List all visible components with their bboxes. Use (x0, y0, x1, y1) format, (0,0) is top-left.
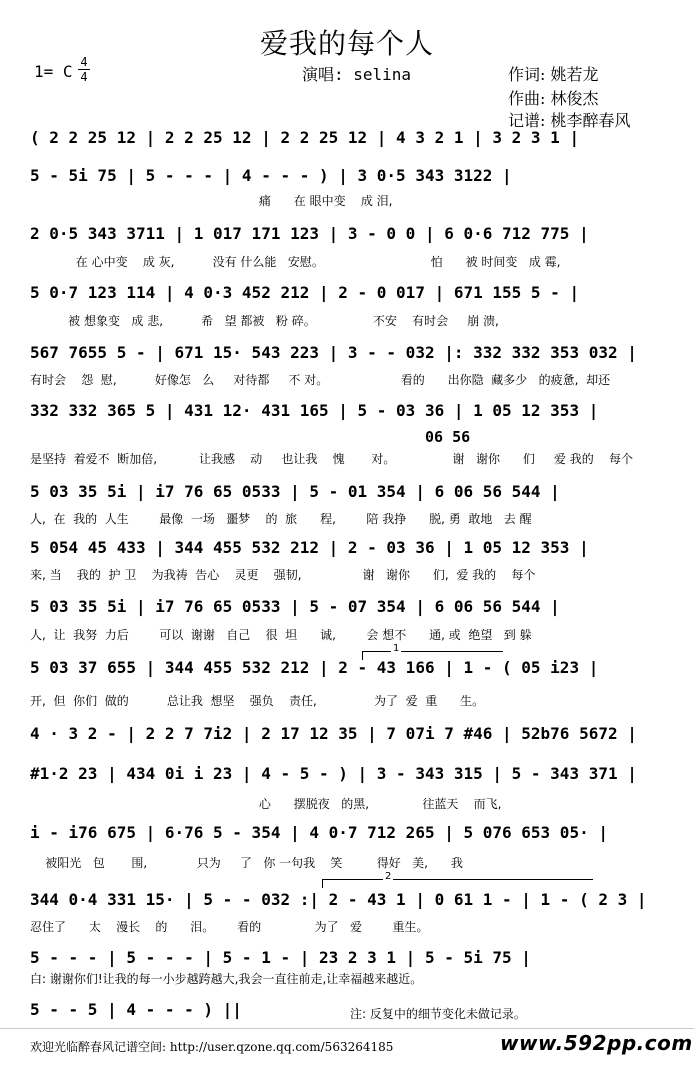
notation-line: 344 0·4 331 15· | 5 - - 032 :| 2 - 43 1 | 0 61 1 - | 1 - ( 2 3 | (30, 890, 647, 909)
notation-line: 5 03 35 5i | i7 76 65 0533 | 5 - 01 354 | 6 06 56 544 | (30, 482, 560, 501)
lyric-line: 白: 谢谢你们!让我的每一小步越跨越大,我会一直往前走,让幸福越来越近。 (30, 972, 423, 986)
notation-line: 5 - - - | 5 - - - | 5 - 1 - | 23 2 3 1 | 5 - 5i 75 | (30, 948, 531, 967)
notation-line: 5 03 37 655 | 344 455 532 212 | 2 - 43 166 | 1 - ( 05 i23 | (30, 658, 599, 677)
alternate-notes: 06 56 (425, 428, 471, 446)
lyric-line: 人, 让 我努 力后 可以 谢谢 自己 很 坦 诚, 会 想不 通, 或 绝望 到 躲 (30, 628, 532, 642)
notation-line: 5 03 35 5i | i7 76 65 0533 | 5 - 07 354 | 6 06 56 544 | (30, 597, 560, 616)
lyric-line: 忍住了 太 漫长 的 泪。 看的 为了 爱 重生。 (30, 920, 429, 934)
notation-line: 4 · 3 2 - | 2 2 7 7i2 | 2 17 12 35 | 7 07i 7 #46 | 52b76 5672 | (30, 724, 637, 743)
lyric-line: 在 心中变 成 灰, 没有 什么能 安慰。 怕 被 时间变 成 霉, (30, 255, 561, 269)
lyric-line: 痛 在 眼中变 成 泪, (30, 194, 393, 208)
song-title: 爱我的每个人 (259, 27, 434, 60)
time-signature-top: 4 (80, 55, 88, 69)
lyric-line: 来, 当 我的 护 卫 为我祷 告心 灵更 强韧, 谢 谢你 们, 爱 我的 每个 (30, 568, 536, 582)
notation-line: 5 0·7 123 114 | 4 0·3 452 212 | 2 - 0 017 | 671 155 5 - | (30, 283, 580, 302)
composer: 作曲: 林俊杰 (508, 89, 599, 108)
key-signature: 1= C (34, 62, 73, 81)
lyric-line: 被 想象变 成 悲, 希 望 都被 粉 碎。 不安 有时会 崩 溃, (30, 314, 499, 328)
volta-2-label: 2 (385, 871, 392, 882)
lyricist: 作词: 姚若龙 (508, 65, 599, 84)
lyric-line: 人, 在 我的 人生 最像 一场 噩梦 的 旅 程, 陪 我挣 脱, 勇 敢地 去 醒 (30, 512, 532, 526)
lyric-line: 心 摆脱夜 的黑, 往蓝天 而飞, (30, 797, 502, 811)
volta-1 (362, 643, 503, 660)
website-text: 欢迎光临醉春风记谱空间: http://user.qzone.qq.com/563264185 (30, 1040, 394, 1054)
lyric-line: 有时会 怨 慰, 好像怎 么 对待都 不 对。 看的 出你隐 藏多少 的疲惫, 却还 (30, 373, 611, 387)
notation-line: i - i76 675 | 6·76 5 - 354 | 4 0·7 712 265 | 5 076 653 05· | (30, 823, 608, 842)
singer: 演唱: selina (302, 65, 412, 84)
lyric-line: 被阳光 包 围, 只为 了 你 一句我 笑 得好 美, 我 (30, 856, 463, 870)
transcriber: 记谱: 桃李醉春风 (508, 111, 631, 130)
lyric-line: 开, 但 你们 做的 总让我 想坚 强负 责任, 为了 爱 重 生。 (30, 694, 485, 708)
footer-divider (0, 1028, 694, 1029)
notation-line: 5 054 45 433 | 344 455 532 212 | 2 - 03 36 | 1 05 12 353 | (30, 538, 589, 557)
notation-line: 332 332 365 5 | 431 12· 431 165 | 5 - 03 36 | 1 05 12 353 | (30, 401, 599, 420)
transcription-note: 注: 反复中的细节变化未做记录。 (350, 1007, 526, 1021)
notation-line: 5 - 5i 75 | 5 - - - | 4 - - - ) | 3 0·5 343 3122 | (30, 166, 512, 185)
notation-line: 567 7655 5 - | 671 15· 543 223 | 3 - - 032 |: 332 332 353 032 | (30, 343, 637, 362)
time-signature-bottom: 4 (80, 70, 88, 84)
time-signature (78, 56, 90, 83)
notation-line: 2 0·5 343 3711 | 1 017 171 123 | 3 - 0 0 | 6 0·6 712 775 | (30, 224, 589, 243)
lyric-line: 是坚持 着爱不 断加倍, 让我感 动 也让我 愧 对。 谢 谢你 们 爱 我的 每个 (30, 452, 634, 466)
notation-line: 5 - - 5 | 4 - - - ) || (30, 1000, 242, 1019)
volta-1-label: 1 (393, 643, 400, 654)
notation-line: ( 2 2 25 12 | 2 2 25 12 | 2 2 25 12 | 4 3 2 1 | 3 2 3 1 | (30, 128, 580, 147)
site-logo: www.592pp.com (500, 1031, 693, 1055)
volta-2 (322, 871, 593, 888)
notation-line: #1·2 23 | 434 0i i 23 | 4 - 5 - ) | 3 - 343 315 | 5 - 343 371 | (30, 764, 637, 783)
